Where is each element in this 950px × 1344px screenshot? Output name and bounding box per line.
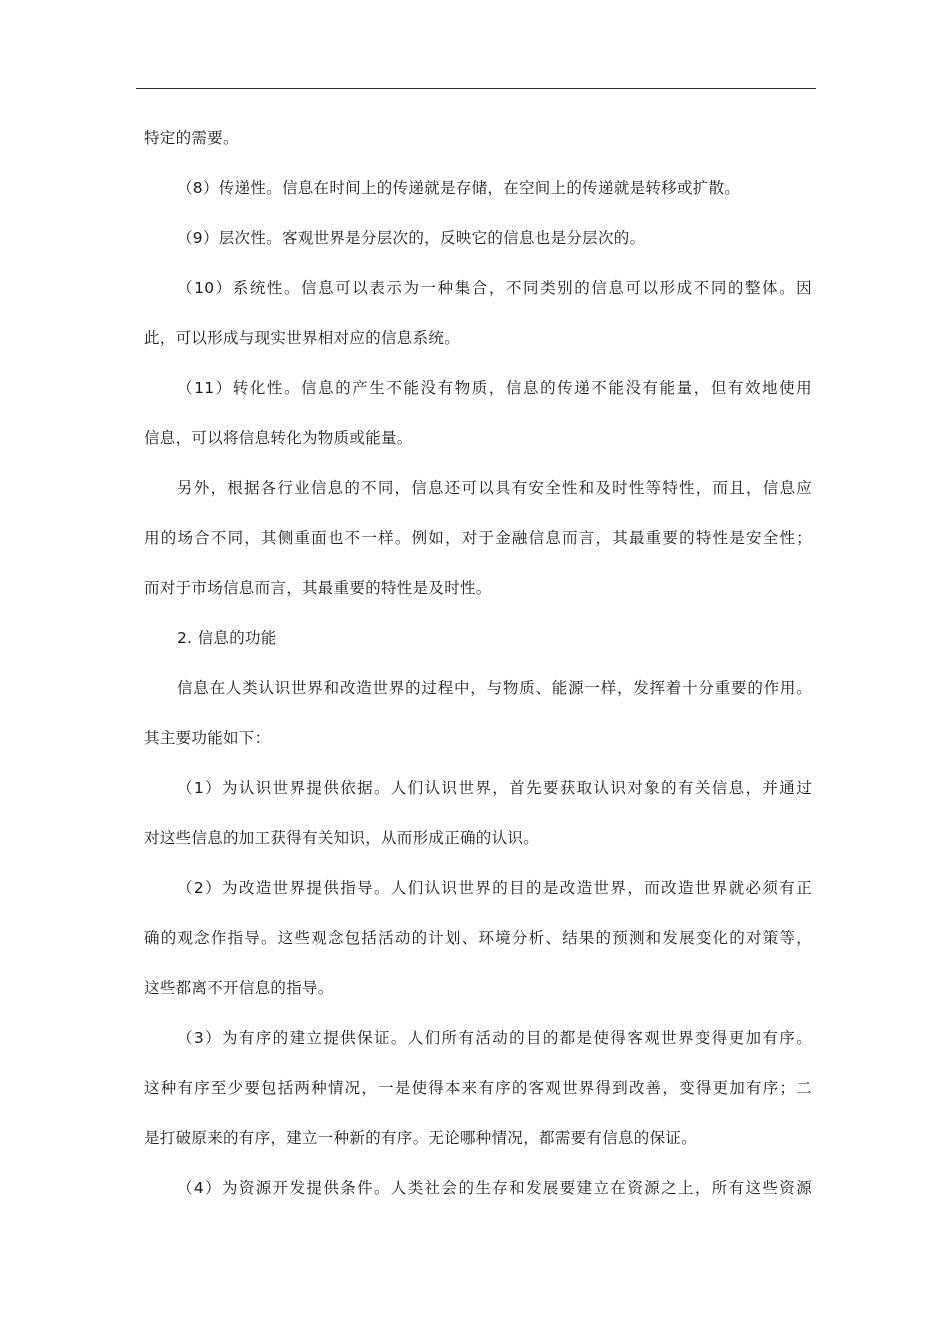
paragraph-line: 此，可以形成与现实世界相对应的信息系统。 [144, 329, 461, 347]
header-rule [136, 88, 816, 89]
paragraph-line: 特定的需要。 [144, 129, 239, 147]
paragraph-line: 其主要功能如下： [144, 729, 271, 747]
section-heading: 2. 信息的功能 [177, 629, 277, 647]
paragraph-line: 这些都离不开信息的指导。 [144, 979, 334, 997]
paragraph-line: （8）传递性。信息在时间上的传递就是存储，在空间上的传递就是转移或扩散。 [177, 179, 741, 197]
paragraph-line: （9）层次性。客观世界是分层次的，反映它的信息也是分层次的。 [177, 229, 646, 247]
body-text [144, 113, 812, 1213]
paragraph-line: （2）为改造世界提供指导。人们认识世界的目的是改造世界，而改造世界就必须有正 [177, 879, 812, 897]
paragraph-line: 是打破原来的有序，建立一种新的有序。无论哪种情况，都需要有信息的保证。 [144, 1129, 698, 1147]
paragraph-line: 对这些信息的加工获得有关知识，从而形成正确的认识。 [144, 829, 540, 847]
paragraph-line: （1）为认识世界提供依据。人们认识世界，首先要获取认识对象的有关信息，并通过 [177, 779, 812, 797]
paragraph-line: 而对于市场信息而言，其最重要的特性是及时性。 [144, 579, 492, 597]
paragraph-line: 确的观念作指导。这些观念包括活动的计划、环境分析、结果的预测和发展变化的对策等， [144, 929, 812, 947]
paragraph-line: 用的场合不同，其侧重面也不一样。例如，对于金融信息而言，其最重要的特性是安全性； [144, 529, 812, 547]
paragraph-line: （3）为有序的建立提供保证。人们所有活动的目的都是使得客观世界变得更加有序。 [177, 1029, 812, 1047]
paragraph-line: （10）系统性。信息可以表示为一种集合，不同类别的信息可以形成不同的整体。因 [177, 279, 812, 297]
paragraph-line: （4）为资源开发提供条件。人类社会的生存和发展要建立在资源之上，所有这些资源 [177, 1179, 812, 1197]
paragraph-line: 这种有序至少要包括两种情况，一是使得本来有序的客观世界得到改善，变得更加有序；二 [144, 1079, 812, 1097]
paragraph-line: 信息，可以将信息转化为物质或能量。 [144, 429, 413, 447]
paragraph-line: 信息在人类认识世界和改造世界的过程中，与物质、能源一样，发挥着十分重要的作用。 [177, 679, 812, 697]
paragraph-line: （11）转化性。信息的产生不能没有物质，信息的传递不能没有能量，但有效地使用 [177, 379, 812, 397]
paragraph-line: 另外，根据各行业信息的不同，信息还可以具有安全性和及时性等特性，而且，信息应 [177, 479, 812, 497]
